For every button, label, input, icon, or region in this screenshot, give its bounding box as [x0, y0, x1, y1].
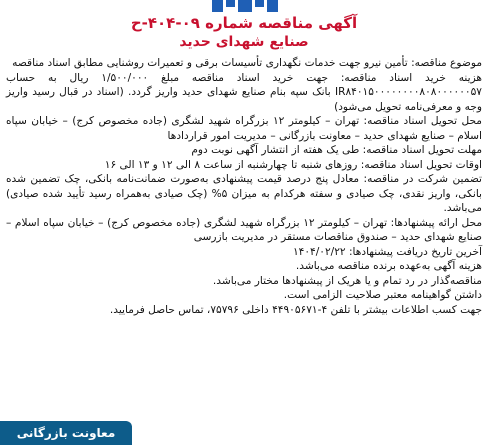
document-fee-paragraph: هزینه خرید اسناد مناقصه: جهت خرید اسناد مناقصه مبلغ ۱/۵۰۰/۰۰۰ ریال به حساب IR۸۴۰۱۵۰۰۰۰۰۰۰۰۸۰۸۰۰۰۰۰۰۵۷ بانک سپه بنام صنایع شهدای حدید واریز گردد. (اسناد در قبال رسید واریز وجه و معرفی‌نامه تحویل می‌شود): [6, 71, 483, 113]
logo-icon: [212, 0, 278, 12]
department-badge: معاونت بازرگانی: [0, 421, 132, 445]
contact-paragraph: جهت کسب اطلاعات بیشتر با تلفن ۴-۴۴۹۰۵۶۷۱ داخلی ۷۵۷۹۶، تماس حاصل فرمایید.: [109, 303, 482, 316]
bid-guarantee-paragraph: تضمین شرکت در مناقصه: معادل پنج درصد قیمت پیشنهادی به‌صورت ضمانت‌نامه بانکی، چک تضمین شده بانکی، واریز نقدی، چک صیادی و سفته هرکدام به میزان ۵% (چک صیادی به‌همراه رسید تأیید شده صیادی) می‌باشد.: [6, 173, 482, 214]
subject-paragraph: موضوع مناقصه: تأمین نیرو جهت خدمات نگهداری تأسیسات برقی و تعمیرات روشنایی مطابق اسناد مناقصه: [12, 57, 482, 69]
announcement-header: [0, 14, 488, 51]
announcement-body: [6, 56, 482, 317]
document-delivery-hours-paragraph: اوقات تحویل اسناد مناقصه: روزهای شنبه تا چهارشنبه از ساعت ۸ الی ۱۲ و ۱۳ الی ۱۶: [104, 158, 482, 171]
ad-cost-paragraph: هزینه آگهی به‌عهده برنده مناقصه می‌باشد.: [295, 260, 482, 272]
organization-name: صنایع شهدای حدید: [179, 34, 309, 50]
bid-submission-place-paragraph: محل ارائه پیشنهادها: تهران – کیلومتر ۱۲ بزرگراه شهید لشگری (جاده مخصوص کرج) – خیابان سپاه اسلام – صنایع شهدای حدید – صندوق مناقصات مستقر در مدیریت بازرسی: [6, 216, 482, 243]
announcement-title: آگهی مناقصه شماره ۰۹-۴۰۴-ح: [130, 14, 358, 32]
document-delivery-place-paragraph: محل تحویل اسناد مناقصه: تهران – کیلومتر ۱۲ بزرگراه شهید لشگری (جاده مخصوص کرج) – خیابان سپاه اسلام – صنایع شهدای حدید – معاونت بازرگانی – مدیریت امور قراردادها: [6, 115, 482, 142]
document-delivery-deadline-paragraph: مهلت تحویل اسناد مناقصه: طی یک هفته از انتشار آگهی نوبت دوم: [191, 144, 482, 156]
rejection-rights-paragraph: مناقصه‌گذار در رد تمام و یا هریک از پیشنهادها مختار می‌باشد.: [212, 274, 482, 287]
bid-deadline-paragraph: آخرین تاریخ دریافت پیشنهادها: ۱۴۰۴/۰۲/۲۲: [292, 245, 482, 258]
certificate-requirement-paragraph: داشتن گواهینامه معتبر صلاحیت الزامی است.: [283, 289, 482, 301]
